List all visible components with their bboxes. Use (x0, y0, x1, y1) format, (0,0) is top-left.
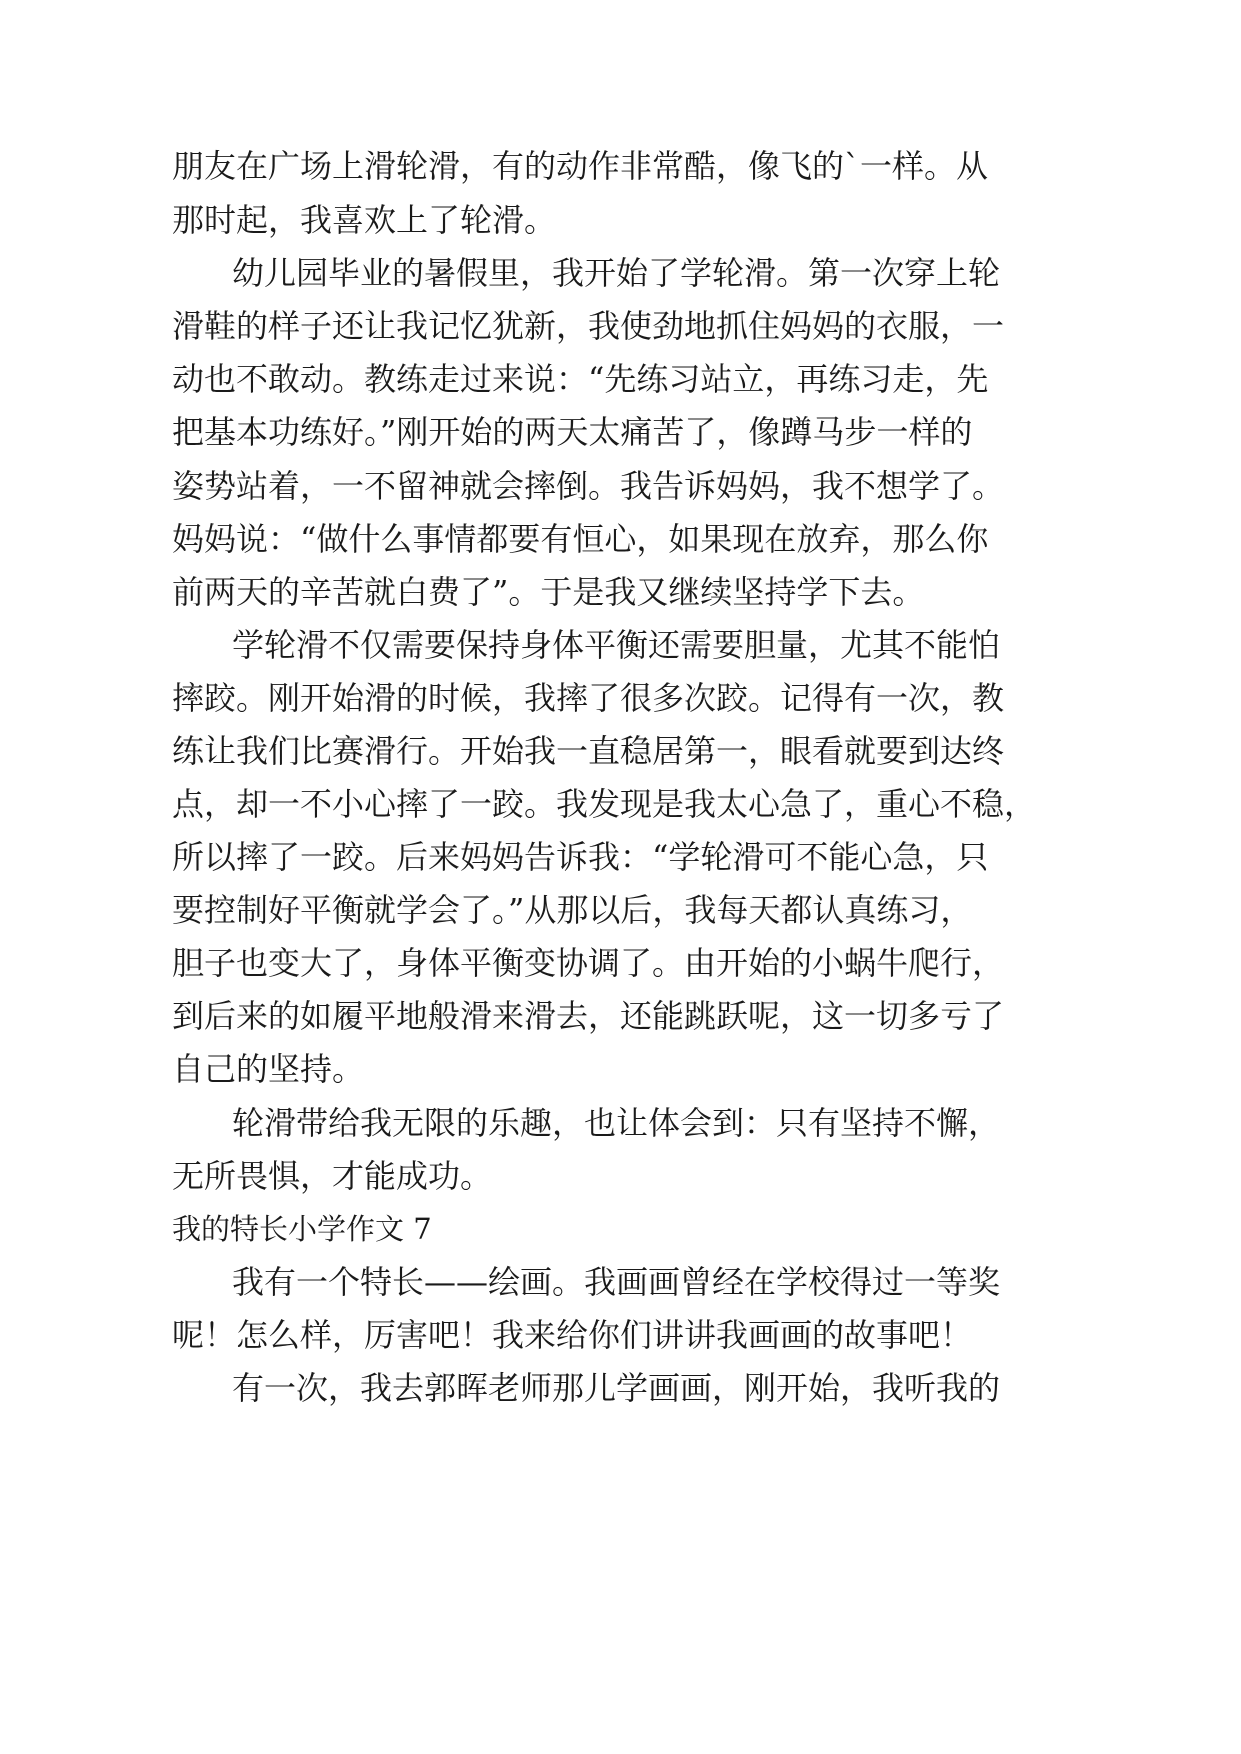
text-line: 有一次，我去郭晖老师那儿学画画，刚开始，我听我的 (232, 1369, 1001, 1407)
text-line: 轮滑带给我无限的乐趣，也让体会到：只有坚持不懈， (232, 1104, 1001, 1142)
text-line: 学轮滑不仅需要保持身体平衡还需要胆量，尤其不能怕 (232, 626, 1001, 664)
text-line: 动也不敢动。教练走过来说：“先练习站立，再练习走，先 (172, 360, 989, 398)
text-line: 胆子也变大了，身体平衡变协调了。由开始的小蜗牛爬行， (172, 944, 1005, 982)
text-line: 自己的坚持。 (172, 1050, 365, 1088)
text-line: 呢！怎么样，厉害吧！我来给你们讲讲我画画的故事吧！ (172, 1316, 973, 1354)
text-line: 朋友在广场上滑轮滑，有的动作非常酷，像飞的`一样。从 (172, 147, 989, 185)
text-line: 我有一个特长——绘画。我画画曾经在学校得过一等奖 (232, 1263, 1001, 1301)
section-heading: 我的特长小学作文 7 (172, 1212, 432, 1246)
text-line: 要控制好平衡就学会了。”从那以后，我每天都认真练习， (172, 891, 973, 929)
text-line: 姿势站着，一不留神就会摔倒。我告诉妈妈，我不想学了。 (172, 467, 1005, 505)
text-line: 到后来的如履平地般滑来滑去，还能跳跃呢，这一切多亏了 (172, 997, 1005, 1035)
text-line: 点，却一不小心摔了一跤。我发现是我太心急了，重心不稳， (172, 785, 1037, 823)
text-line: 滑鞋的样子还让我记忆犹新，我使劲地抓住妈妈的衣服，一 (172, 307, 1005, 345)
text-line: 那时起，我喜欢上了轮滑。 (172, 201, 557, 239)
text-line: 把基本功练好。”刚开始的两天太痛苦了，像蹲马步一样的 (172, 413, 973, 451)
text-line: 无所畏惧，才能成功。 (172, 1157, 493, 1195)
text-line: 幼儿园毕业的暑假里，我开始了学轮滑。第一次穿上轮 (232, 254, 1001, 292)
text-line: 前两天的辛苦就白费了”。于是我又继续坚持学下去。 (172, 573, 925, 611)
text-line: 所以摔了一跤。后来妈妈告诉我：“学轮滑可不能心急，只 (172, 838, 989, 876)
text-line: 摔跤。刚开始滑的时候，我摔了很多次跤。记得有一次，教 (172, 679, 1005, 717)
text-line: 练让我们比赛滑行。开始我一直稳居第一，眼看就要到达终 (172, 732, 1005, 770)
text-line: 妈妈说：“做什么事情都要有恒心，如果现在放弃，那么你 (172, 520, 989, 558)
